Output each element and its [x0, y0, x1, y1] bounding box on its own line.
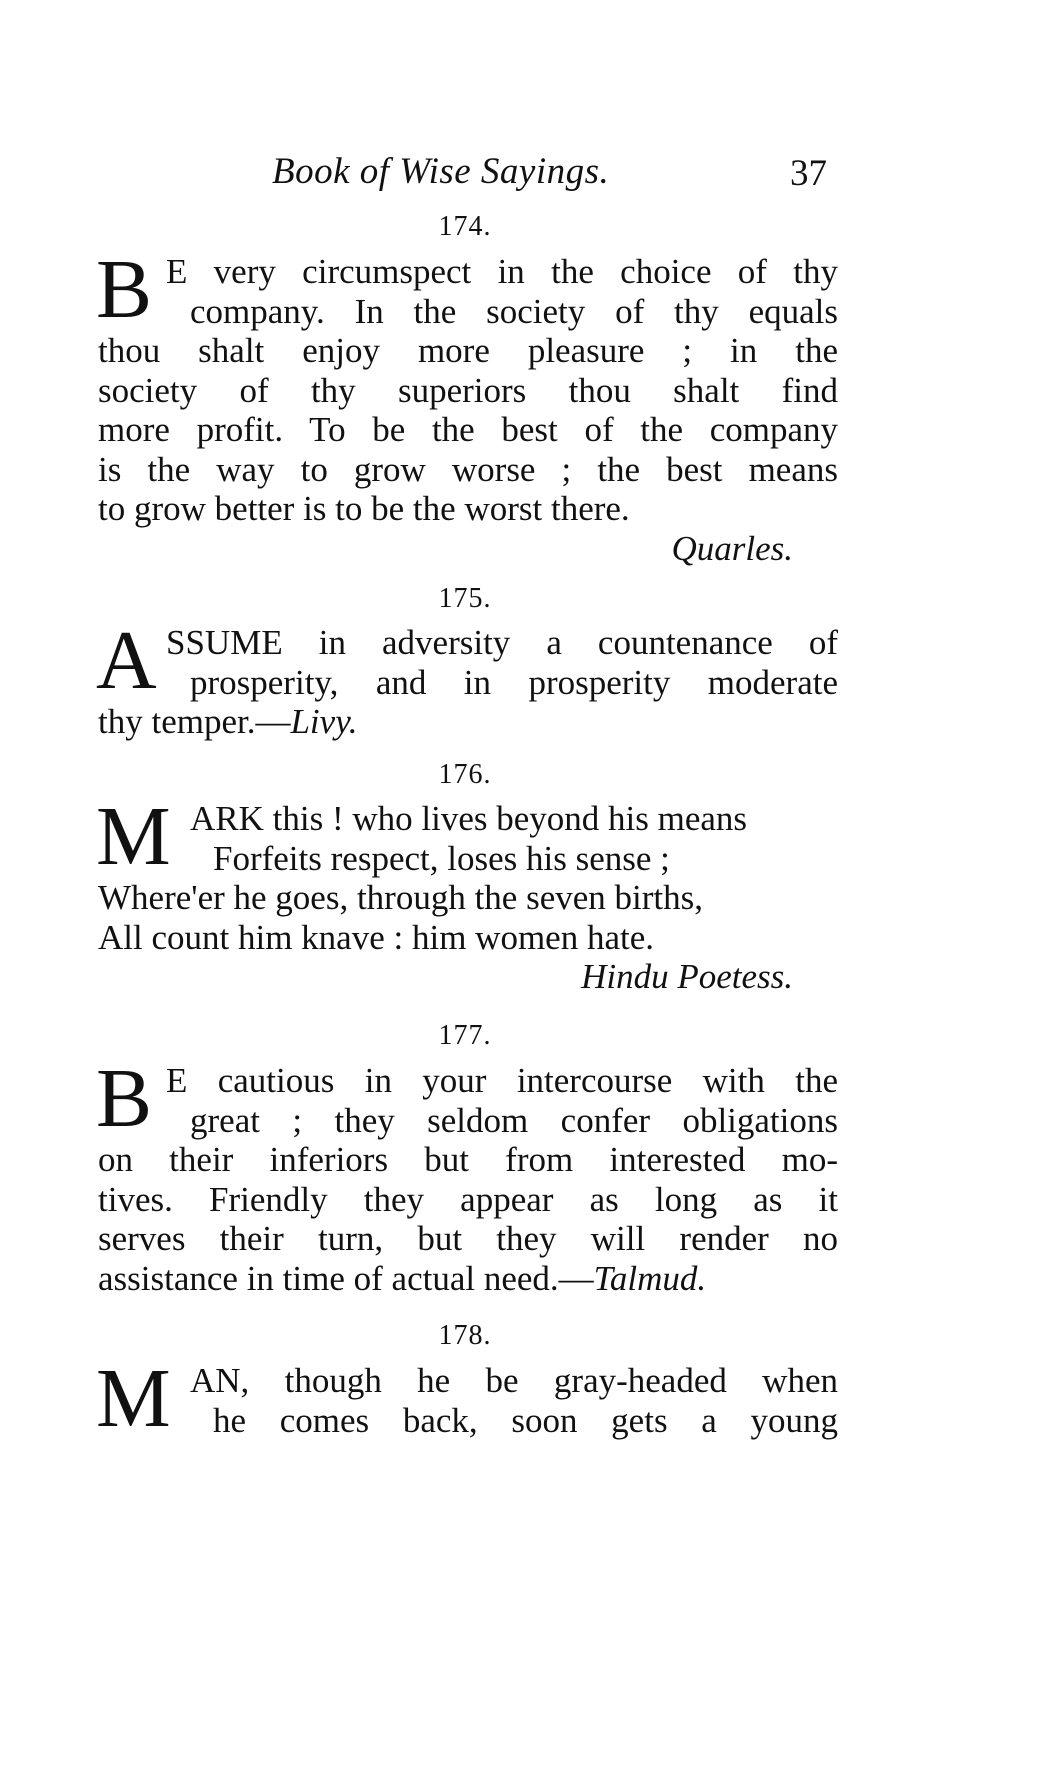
saying-176 [96, 790, 838, 997]
text-line: prosperity, and in prosperity moderate [190, 662, 838, 702]
line-text: AN, though he be gray-headed when [190, 1361, 838, 1400]
saying-175 [96, 614, 838, 742]
text-line [98, 702, 838, 742]
saying-177 [96, 1052, 838, 1298]
saying-178 [96, 1352, 838, 1445]
entry-number: 175. [438, 583, 492, 614]
drop-cap: A [96, 614, 157, 707]
line-text: E very circumspect in the choice of thy [166, 252, 838, 291]
text-line: serves their turn, but they will render no [98, 1219, 838, 1258]
attribution: Hindu Poetess. [581, 957, 793, 996]
text-line: to grow better is to be the worst there. [98, 489, 630, 528]
text-line: he comes back, soon gets a young [213, 1400, 838, 1440]
attribution: Talmud. [593, 1258, 707, 1298]
entry-number: 177. [438, 1020, 492, 1051]
text-line: great ; they seldom confer obligations [190, 1100, 838, 1140]
page-number: 37 [790, 153, 827, 194]
text-line: thou shalt enjoy more pleasure ; in the [98, 331, 838, 370]
line-text: E cautious in your intercourse with the [166, 1061, 838, 1100]
drop-cap: M [96, 1352, 171, 1445]
text-line: on their inferiors but from interested mo- [98, 1140, 838, 1179]
running-title: Book of Wise Sayings. [272, 151, 610, 192]
page-header [0, 150, 1049, 200]
text-line: society of thy superiors thou shalt find [98, 370, 838, 410]
text-line: is the way to grow worse ; the best means [98, 449, 838, 489]
drop-cap: M [96, 790, 171, 883]
entry-number: 178. [438, 1320, 492, 1351]
line-text: thy temper.— [98, 702, 291, 741]
text-line: company. In the society of thy equals [190, 291, 838, 331]
text-line [98, 1259, 838, 1299]
line-text: assistance in time of actual need.— [98, 1258, 594, 1298]
text-line: more profit. To be the best of the company [98, 410, 838, 449]
text-line: All count him knave : him women hate. [98, 917, 655, 957]
entry-number: 174. [438, 211, 492, 242]
drop-cap: B [96, 243, 153, 336]
attribution: Livy. [290, 702, 358, 741]
drop-cap: B [96, 1052, 153, 1145]
entry-number: 176. [438, 759, 492, 790]
attribution: Quarles. [671, 528, 793, 568]
line-text: SSUME in adversity a countenance of [166, 623, 838, 662]
line-text: ARK this ! who lives beyond his means [190, 799, 748, 838]
text-line: Where'er he goes, through the seven births, [98, 878, 703, 917]
saying-174 [96, 243, 838, 568]
text-line: Forfeits respect, loses his sense ; [213, 838, 670, 878]
text-line: tives. Friendly they appear as long as it [98, 1179, 838, 1219]
